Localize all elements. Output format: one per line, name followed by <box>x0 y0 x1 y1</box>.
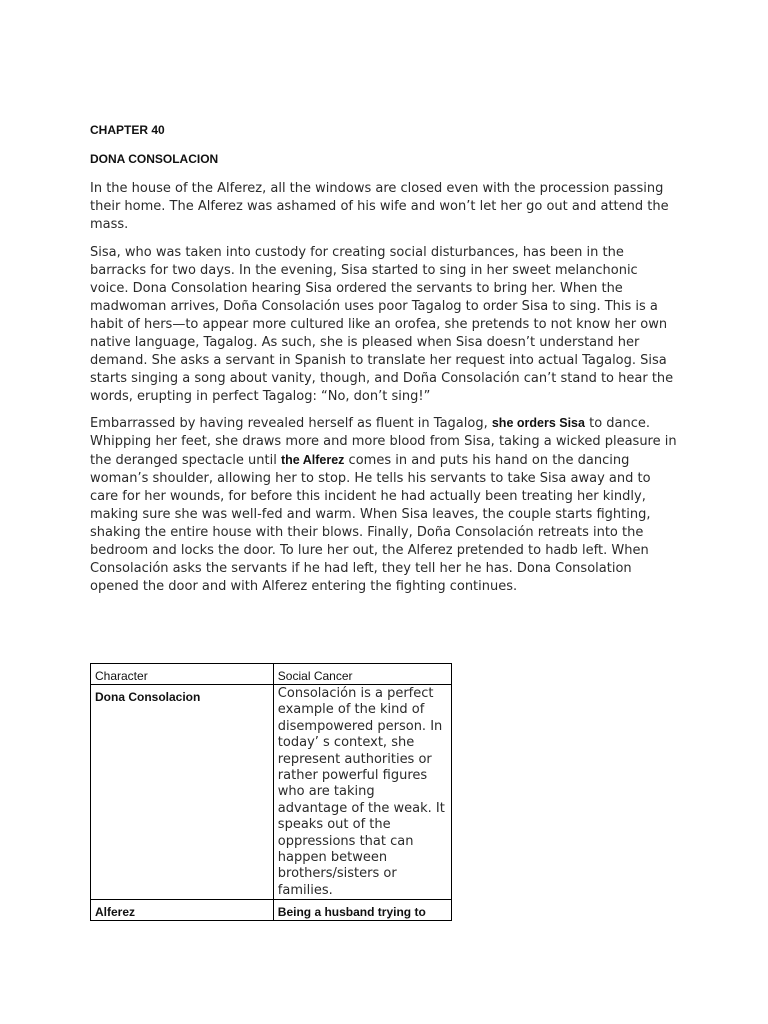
table-cell <box>91 900 274 921</box>
paragraph-3-text-a: Embarrassed by having revealed herself as fluent in Tagalog, <box>90 416 492 431</box>
table-row <box>91 900 452 921</box>
paragraph-3-text-c: to dance. Whipping her feet, she draws more and more blood from Sisa, taking a wicked pleasure in the deranged spectacle until <box>90 416 677 468</box>
paragraph-3-bold-she-orders-sisa: she orders Sisa <box>491 416 585 430</box>
social-cancer-table <box>90 663 452 921</box>
paragraph-3-text-e: comes in and puts his hand on the dancing woman’s shoulder, allowing her to stop. He tells his servants to take Sisa away and to care for her wounds, for before this incident he had actually been treating her kindly, making sure she was well-fed and warm. When Sisa leaves, the couple starts fighting, shaking the entire house with their blows. Finally, Doña Consolación retreats into the bedroom and locks the door. To lure her out, the Alferez pretended to hadb left. When Consolación asks the servants if he had left, they tell her he has. Dona Consolation opened the door and with Alferez entering the fighting continues. <box>90 453 651 594</box>
table-row <box>91 685 452 900</box>
header-character: Character <box>95 669 148 683</box>
table-header-row <box>91 664 452 685</box>
table-cell <box>273 685 451 900</box>
table-header-cell <box>91 664 274 685</box>
social-cancer-description: Consolación is a perfect example of the kind of disempowered person. In today’ s context, she represent authorities or rather powerful figures who are taking advantage of the weak. It speaks out of the oppressions that can happen between brothers/sisters or families. <box>277 686 445 898</box>
paragraph-2: Sisa, who was taken into custody for creating social disturbances, has been in the barracks for two days. In the evening, Sisa started to sing in her sweet melanchonic voice. Dona Consolation hearing Sisa ordered the servants to bring her. When the madwoman arrives, Doña Consolación uses poor Tagalog to order Sisa to sing. This is a habit of hers—to appear more cultured like an orofea, she pretends to not know her own native language, Tagalog. As such, she is pleased when Sisa doesn’t understand her demand. She asks a servant in Spanish to translate her request into actual Tagalog. Sisa starts singing a song about vanity, though, and Doña Consolación can’t stand to hear the words, erupting in perfect Tagalog: “No, don’t sing!” <box>90 245 674 404</box>
paragraph-1: In the house of the Alferez, all the windows are closed even with the procession passing their home. The Alferez was ashamed of his wife and won’t let her go out and attend the mass. <box>90 181 669 232</box>
chapter-title: DONA CONSOLACION <box>90 152 219 166</box>
header-social-cancer: Social Cancer <box>277 669 353 683</box>
chapter-heading: CHAPTER 40 <box>90 123 165 137</box>
table-header-cell <box>273 664 451 685</box>
character-name: Dona Consolacion <box>95 690 201 704</box>
character-name: Alferez <box>95 905 136 920</box>
paragraph-3 <box>90 414 680 596</box>
table-cell <box>273 900 451 921</box>
social-cancer-description: Being a husband trying to <box>277 905 426 920</box>
table-cell <box>91 685 274 900</box>
paragraph-3-bold-the-alferez: the Alferez <box>280 453 345 467</box>
